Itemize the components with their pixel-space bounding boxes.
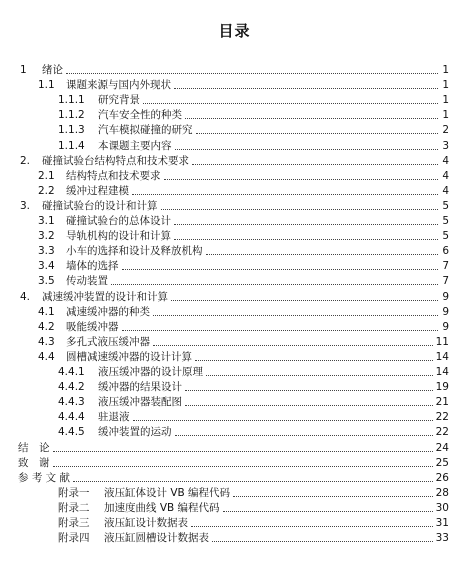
toc-entry-number: 2.: [20, 154, 31, 167]
toc-entry-number: 3.4: [38, 260, 55, 273]
dot-leader: [133, 420, 433, 421]
dot-leader: [196, 133, 439, 134]
toc-entry-label: 减速缓冲装置的设计和计算: [42, 290, 168, 303]
dot-leader: [171, 300, 438, 301]
toc-entry-page: 28: [435, 486, 449, 499]
dot-leader: [185, 405, 433, 406]
toc-entry[interactable]: [58, 531, 449, 545]
dot-leader: [132, 194, 438, 195]
dot-leader: [174, 224, 438, 225]
toc-entry[interactable]: [20, 199, 449, 213]
dot-leader: [192, 164, 438, 165]
dot-leader: [212, 541, 433, 542]
dot-leader: [185, 118, 438, 119]
toc-entry-number: 3.: [20, 199, 31, 212]
toc-entry-label: 碰撞试验台的总体设计: [66, 215, 171, 227]
toc-entry-label: 液压缸设计数据表: [104, 517, 188, 529]
toc-entry-page: 1: [442, 109, 449, 122]
dot-leader: [206, 254, 439, 255]
page-title: 目录: [218, 22, 251, 40]
toc-entry-label: 本课题主要内容: [98, 139, 172, 152]
toc-entry[interactable]: [58, 123, 449, 137]
toc-entry-page: 26: [435, 471, 449, 484]
toc-entry-number: 3.2: [38, 230, 55, 243]
toc-entry-number: 1: [20, 64, 27, 76]
toc-entry-label: 传动装置: [66, 275, 108, 288]
toc-entry[interactable]: [38, 305, 449, 319]
toc-entry-label: 研究背景: [98, 94, 140, 107]
dot-leader: [153, 315, 438, 316]
toc-entry-number: 附录三: [58, 517, 90, 529]
toc-entry[interactable]: [18, 471, 449, 485]
toc-entry-label: 液压缓冲器的设计原理: [98, 366, 203, 378]
dot-leader: [66, 73, 438, 74]
toc-entry-page: 21: [435, 396, 449, 409]
toc-entry-number: 附录四: [58, 532, 90, 545]
toc-entry-page: 22: [435, 411, 449, 424]
toc-entry-number: 1.1.4: [58, 139, 85, 152]
toc-entry-label: 课题来源与国内外现状: [66, 79, 171, 92]
dot-leader: [175, 149, 439, 150]
toc-entry-label: 液压缸圆槽设计数据表: [104, 532, 209, 545]
toc-entry-page: 22: [435, 426, 449, 439]
toc-entry-number: 4.4.2: [58, 381, 85, 394]
dot-leader: [175, 435, 433, 436]
dot-leader: [174, 88, 438, 89]
toc-entry-label: 液压缓冲器装配图: [98, 396, 182, 409]
dot-leader: [143, 103, 438, 104]
toc-entry-page: 31: [435, 517, 449, 529]
dot-leader: [53, 451, 433, 452]
toc-entry-number: 3.5: [38, 275, 55, 288]
toc-entry-number: 1.1.3: [58, 124, 85, 137]
toc-entry-label: 墙体的选择: [66, 260, 119, 273]
toc-entry[interactable]: [20, 290, 449, 304]
toc-entry-page: 19: [435, 381, 449, 394]
toc-entry-label: 驻退液: [98, 411, 130, 424]
toc-entry-number: 附录二: [58, 501, 90, 514]
toc-entry[interactable]: [38, 350, 449, 364]
dot-leader: [122, 330, 439, 331]
toc-entry[interactable]: [38, 259, 449, 273]
toc-entry[interactable]: [58, 395, 449, 409]
toc-entry-page: 4: [442, 184, 449, 197]
toc-entry[interactable]: [58, 365, 449, 379]
dot-leader: [195, 360, 433, 361]
toc-entry-page: 6: [442, 245, 449, 258]
toc-entry-page: 3: [442, 139, 449, 152]
toc-entry-number: 1.1.2: [58, 109, 85, 122]
toc-entry-label: 结 论: [18, 441, 50, 454]
toc-entry-label: 绪论: [42, 64, 63, 76]
toc-entry-page: 24: [435, 441, 449, 454]
toc-entry[interactable]: [58, 93, 449, 107]
toc-entry-page: 14: [435, 350, 449, 363]
toc-entry-number: 1.1: [38, 79, 55, 92]
toc-entry-page: 1: [442, 94, 449, 107]
toc-entry-label: 汽车模拟碰撞的研究: [98, 124, 193, 137]
toc-entry-page: 9: [442, 320, 449, 333]
dot-leader: [111, 284, 438, 285]
toc-entry-number: 4.4.4: [58, 411, 85, 424]
toc-entry[interactable]: [58, 425, 449, 439]
toc-entry[interactable]: [38, 320, 449, 334]
toc-entry-label: 缓冲器的结果设计: [98, 381, 182, 394]
toc-entry[interactable]: [38, 169, 449, 183]
toc-entry-label: 圆槽减速缓冲器的设计计算: [66, 350, 192, 363]
toc-entry[interactable]: [58, 516, 449, 530]
toc-entry-label: 减速缓冲器的种类: [66, 305, 150, 318]
dot-leader: [53, 466, 433, 467]
toc-entry-page: 5: [442, 215, 449, 227]
toc-entry[interactable]: [38, 229, 449, 243]
toc-entry-page: 1: [442, 64, 449, 76]
toc-entry-page: 9: [442, 290, 449, 303]
toc-entry-label: 液压缸体设计 VB 编程代码: [104, 486, 231, 499]
toc-entry-page: 7: [442, 260, 449, 273]
toc-entry-number: 1.1.1: [58, 94, 85, 107]
toc-entry-page: 4: [442, 154, 449, 167]
toc-entry-label: 缓冲过程建模: [66, 184, 129, 197]
toc-entry-label: 汽车安全性的种类: [98, 109, 182, 122]
dot-leader: [185, 390, 433, 391]
toc-entry[interactable]: [58, 486, 449, 500]
toc-entry[interactable]: [38, 78, 449, 92]
toc-entry[interactable]: [58, 380, 449, 394]
dot-leader: [73, 481, 433, 482]
dot-leader: [191, 526, 433, 527]
toc-entry[interactable]: [20, 63, 449, 77]
toc-entry-page: 1: [442, 79, 449, 92]
toc-entry-page: 5: [442, 230, 449, 243]
toc-entry[interactable]: [58, 139, 449, 153]
toc-entry[interactable]: [18, 441, 449, 455]
toc-entry[interactable]: [58, 501, 449, 515]
toc-entry-page: 2: [442, 124, 449, 137]
toc-entry-number: 4.2: [38, 320, 55, 333]
dot-leader: [122, 269, 439, 270]
toc-entry-number: 附录一: [58, 486, 90, 499]
toc-entry-page: 33: [435, 532, 449, 545]
toc-entry-number: 4.4.1: [58, 366, 85, 378]
toc-entry-label: 多孔式液压缓冲器: [66, 335, 150, 348]
toc-entry-page: 14: [435, 366, 449, 378]
toc-entry-page: 4: [442, 169, 449, 182]
toc-entry-label: 缓冲装置的运动: [98, 426, 172, 439]
toc-entry[interactable]: [38, 274, 449, 288]
toc-entry-page: 7: [442, 275, 449, 288]
toc-entry-label: 碰撞试验台的设计和计算: [42, 199, 158, 212]
toc-entry-number: 4.1: [38, 305, 55, 318]
toc-entry[interactable]: [38, 335, 449, 349]
dot-leader: [153, 345, 433, 346]
dot-leader: [223, 511, 433, 512]
toc-entry-page: 30: [435, 501, 449, 514]
toc-entry-page: 11: [435, 335, 449, 348]
toc-entry[interactable]: [58, 410, 449, 424]
toc-entry-number: 4.3: [38, 335, 55, 348]
toc-entry-label: 加速度曲线 VB 编程代码: [104, 501, 220, 514]
toc-entry-label: 致 谢: [18, 456, 50, 469]
toc-entry-label: 参 考 文 献: [18, 471, 71, 484]
toc-entry-number: 2.2: [38, 184, 55, 197]
dot-leader: [206, 375, 433, 376]
toc-entry-label: 吸能缓冲器: [66, 320, 119, 333]
toc-entry[interactable]: [58, 108, 449, 122]
toc-entry-number: 3.3: [38, 245, 55, 258]
toc-entry[interactable]: [38, 244, 449, 258]
toc-entry-page: 9: [442, 305, 449, 318]
dot-leader: [161, 209, 439, 210]
dot-leader: [174, 239, 438, 240]
toc-entry[interactable]: [20, 154, 449, 168]
toc-entry-number: 4.4.3: [58, 396, 85, 409]
toc-entry-number: 2.1: [38, 169, 55, 182]
dot-leader: [233, 496, 433, 497]
toc-entry-page: 5: [442, 199, 449, 212]
toc-entry[interactable]: [38, 214, 449, 228]
toc-entry-label: 碰撞试验台结构特点和技术要求: [42, 154, 189, 167]
toc-entry-label: 小车的选择和设计及释放机构: [66, 245, 203, 258]
toc-entry-number: 3.1: [38, 215, 55, 227]
toc-entry-page: 25: [435, 456, 449, 469]
toc-entry[interactable]: [18, 456, 449, 470]
toc-entry-number: 4.4: [38, 350, 55, 363]
toc-entry-number: 4.: [20, 290, 31, 303]
dot-leader: [164, 179, 439, 180]
toc-entry-number: 4.4.5: [58, 426, 85, 439]
toc-entry[interactable]: [38, 184, 449, 198]
toc-entry-label: 导轨机构的设计和计算: [66, 230, 171, 243]
toc-entry-label: 结构特点和技术要求: [66, 169, 161, 182]
